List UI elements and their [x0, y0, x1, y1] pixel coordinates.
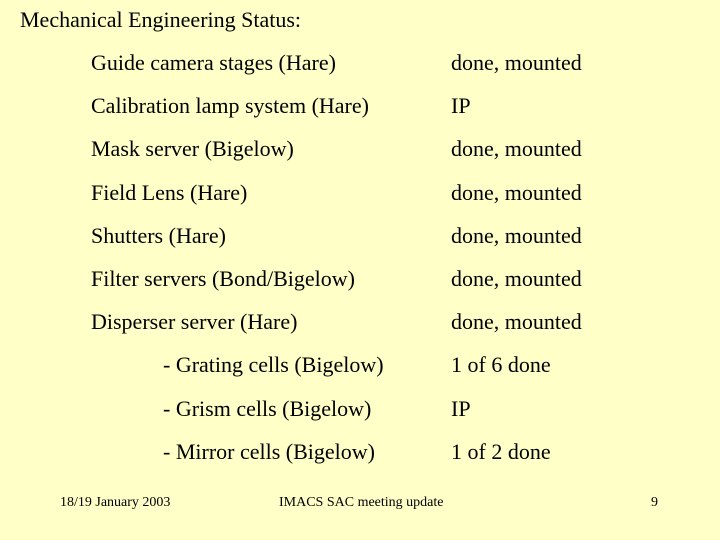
sub-item-label: - Mirror cells (Bigelow) [163, 439, 375, 464]
item-status: done, mounted [451, 223, 582, 248]
sub-item-status: 1 of 2 done [451, 439, 551, 464]
slide-title: Mechanical Engineering Status: [20, 7, 302, 32]
item-label: Filter servers (Bond/Bigelow) [91, 266, 355, 291]
item-label: Mask server (Bigelow) [91, 136, 294, 161]
item-label: Guide camera stages (Hare) [91, 50, 336, 75]
item-label: Calibration lamp system (Hare) [91, 93, 369, 118]
item-label: Field Lens (Hare) [91, 180, 248, 205]
item-status: done, mounted [451, 309, 582, 334]
item-label: Disperser server (Hare) [91, 309, 298, 334]
sub-item-label: - Grating cells (Bigelow) [163, 352, 384, 377]
sub-item-status: 1 of 6 done [451, 352, 551, 377]
item-status: IP [451, 93, 471, 118]
sub-item-label: - Grism cells (Bigelow) [163, 396, 372, 421]
item-status: done, mounted [451, 266, 582, 291]
item-status: done, mounted [451, 180, 582, 205]
item-status: done, mounted [451, 50, 582, 75]
sub-item-status: IP [451, 396, 471, 421]
footer-page-number: 9 [651, 495, 658, 510]
footer-event: IMACS SAC meeting update [279, 495, 444, 510]
item-label: Shutters (Hare) [91, 223, 227, 248]
footer-date: 18/19 January 2003 [60, 495, 171, 510]
item-status: done, mounted [451, 136, 582, 161]
